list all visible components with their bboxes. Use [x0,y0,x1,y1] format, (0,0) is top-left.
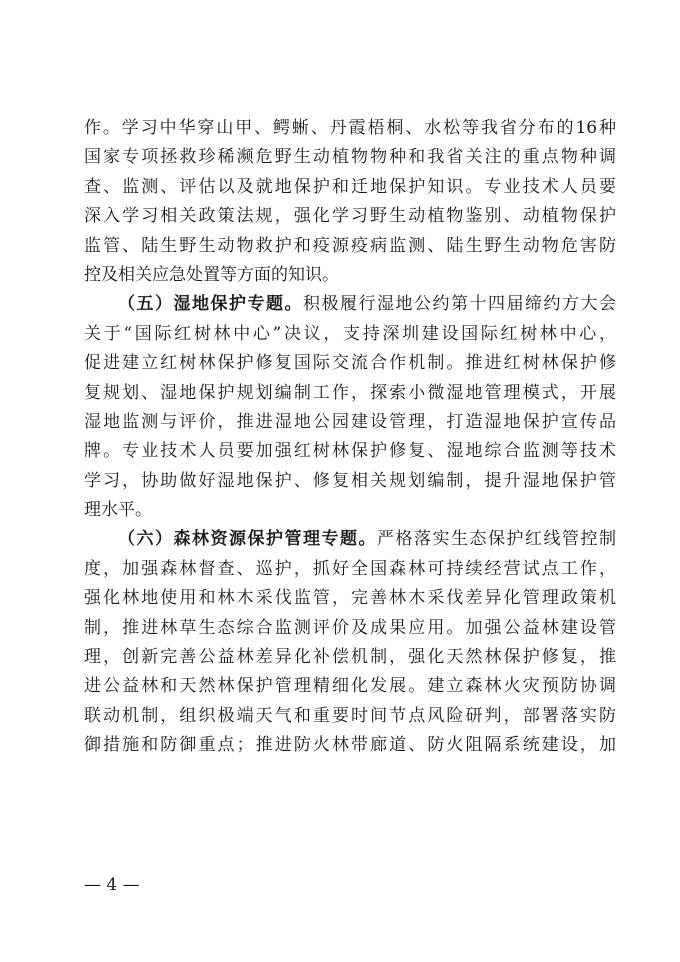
text-line: 复规划、湿地保护规划编制工作，探索小微湿地管理模式，开展 [84,382,616,403]
document-body [84,114,616,761]
text-line: 强化林地使用和林木采伐监管，完善林木采伐差异化管理政策机 [84,588,616,609]
text-line: 控及相关应急处置等方面的知识。 [84,264,339,285]
paragraph-wetland-protection [84,290,616,525]
text-line: 关于“国际红树林中心”决议，支持深圳建设国际红树林中心， [84,323,616,344]
text-span: 积极履行湿地公约第十四届缔约方大会 [303,294,616,315]
text-span: 严格落实生态保护红线管控制 [377,529,616,550]
text-line: 湿地监测与评价，推进湿地公园建设管理，打造湿地保护宣传品 [84,411,616,432]
text-line: 度，加强森林督查、巡护，抓好全国森林可持续经营试点工作， [84,558,616,579]
section-heading: （五）湿地保护专题。 [118,294,303,315]
text-line: 查、监测、评估以及就地保护和迁地保护知识。专业技术人员要 [84,176,616,197]
text-line: 进公益林和天然林保护管理精细化发展。建立森林火灾预防协调 [84,676,616,697]
section-heading: （六）森林资源保护管理专题。 [118,529,377,550]
text-line [84,290,616,319]
text-line: 监管、陆生野生动物救护和疫源疫病监测、陆生野生动物危害防 [84,235,616,256]
text-line: 促进建立红树林保护修复国际交流合作机制。推进红树林保护修 [84,353,616,374]
text-line: 制，推进林草生态综合监测评价及成果应用。加强公益林建设管 [84,617,616,638]
text-line: 理，创新完善公益林差异化补偿机制，强化天然林保护修复，推 [84,647,616,668]
text-line: 学习，协助做好湿地保护、修复相关规划编制，提升湿地保护管 [84,470,616,491]
text-line: 御措施和防御重点；推进防火林带廊道、防火阻隔系统建设，加 [84,735,616,756]
text-line: 理水平。 [84,500,152,521]
text-line: 牌。专业技术人员要加强红树林保护修复、湿地综合监测等技术 [84,441,616,462]
paragraph-wildlife-study [84,114,616,290]
page-number: — 4 — [84,875,140,895]
text-line: 联动机制，组织极端天气和重要时间节点风险研判，部署落实防 [84,705,616,726]
text-line: 深入学习相关政策法规，强化学习野生动植物鉴别、动植物保护 [84,206,616,227]
text-line: 作。学习中华穿山甲、鳄蜥、丹霞梧桐、水松等我省分布的16种 [84,118,616,138]
paragraph-forest-resources [84,525,616,760]
text-line [84,525,616,554]
text-line: 国家专项拯救珍稀濒危野生动植物物种和我省关注的重点物种调 [84,147,616,168]
